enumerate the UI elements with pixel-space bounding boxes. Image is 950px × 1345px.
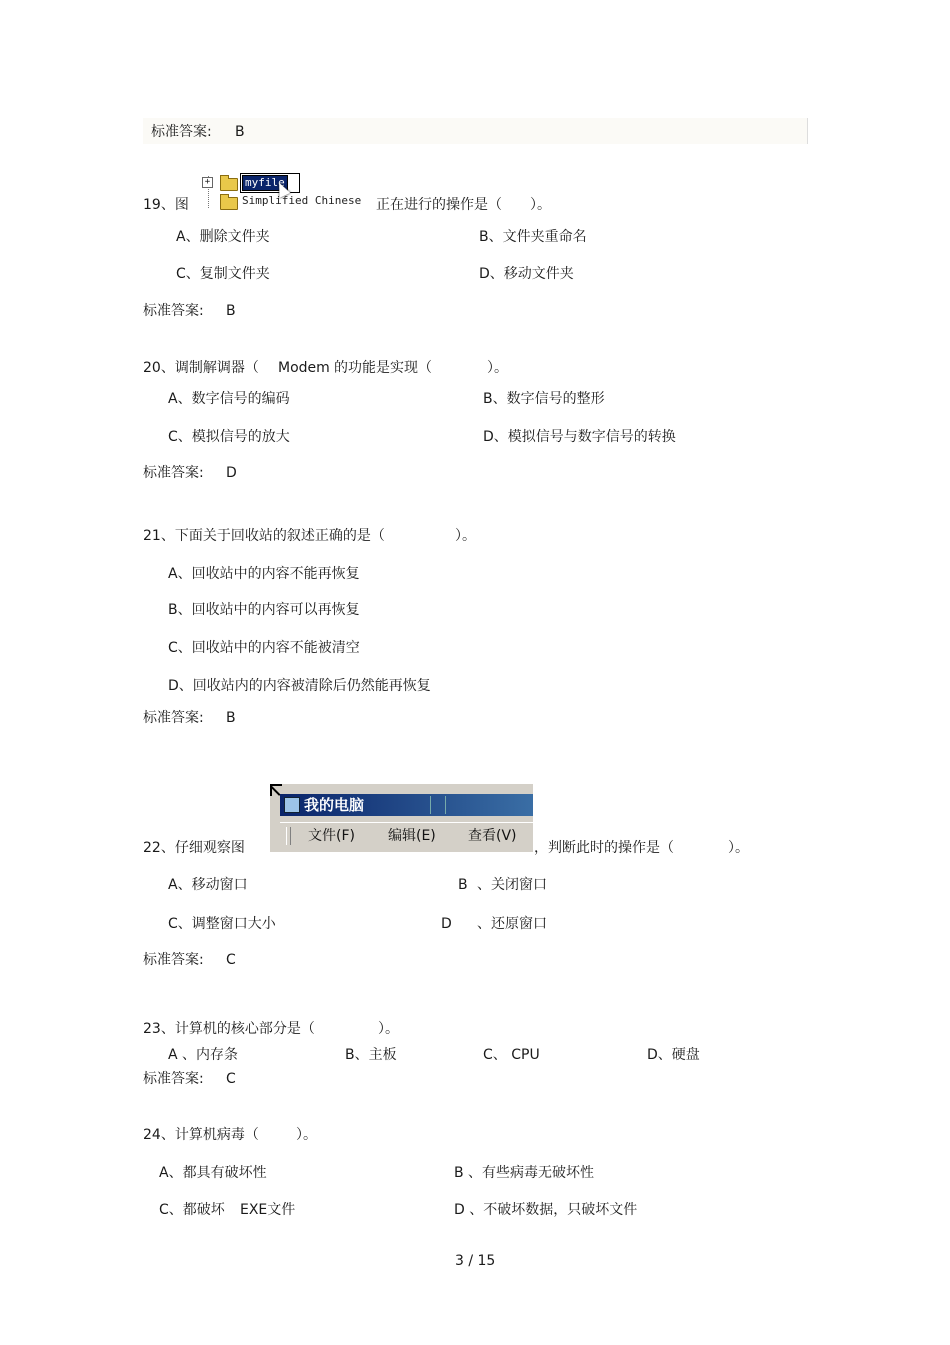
window-title: 我的电脑 bbox=[304, 796, 365, 814]
answer-label-q22: 标准答案: bbox=[143, 952, 204, 968]
answer-value-q20: D bbox=[226, 465, 237, 481]
question-20-stem-a: 20、调制解调器（ bbox=[143, 360, 259, 376]
question-19-suffix: 正在进行的操作是（ ）。 bbox=[376, 197, 551, 213]
q22-option-b-text: 、关闭窗口 bbox=[477, 877, 547, 893]
page-number: 3 / 15 bbox=[455, 1253, 496, 1269]
answer-value-q18: B bbox=[235, 124, 245, 140]
answer-label-q19: 标准答案: bbox=[143, 303, 204, 319]
q20-option-c: C、模拟信号的放大 bbox=[168, 429, 290, 445]
q23-option-a: A 、内存条 bbox=[168, 1047, 239, 1063]
answer-label-q18: 标准答案: bbox=[151, 124, 212, 140]
window-titlebar bbox=[280, 794, 533, 816]
question-24-stem-a: 24、计算机病毒（ bbox=[143, 1127, 259, 1143]
titlebar-divider bbox=[430, 796, 446, 814]
q22-option-d-letter: D bbox=[441, 916, 452, 932]
answer-label-q21: 标准答案: bbox=[143, 710, 204, 726]
q19-option-a: A、删除文件夹 bbox=[176, 229, 270, 245]
q22-option-d-text: 、还原窗口 bbox=[477, 916, 547, 932]
computer-icon bbox=[284, 797, 300, 813]
window-figure bbox=[270, 784, 533, 852]
question-22-prefix: 22、仔细观察图 bbox=[143, 840, 245, 856]
answer-label-q20: 标准答案: bbox=[143, 465, 204, 481]
menubar-grip bbox=[286, 827, 291, 845]
question-19-prefix: 19、图 bbox=[143, 197, 189, 213]
q21-option-c: C、回收站中的内容不能被清空 bbox=[168, 640, 360, 656]
q24-option-d: D 、不破坏数据，只破坏文件 bbox=[454, 1202, 638, 1218]
question-20-stem-b: Modem bbox=[278, 360, 330, 376]
q21-option-d: D、回收站内的内容被清除后仍然能再恢复 bbox=[168, 678, 431, 694]
q24-option-a: A、都具有破坏性 bbox=[159, 1165, 267, 1181]
q20-option-a: A、数字信号的编码 bbox=[168, 391, 290, 407]
question-22-suffix-a: ，判断此时的操作是（ bbox=[534, 840, 674, 856]
menu-edit: 编辑(E) bbox=[388, 828, 436, 844]
question-22-suffix-b: ）。 bbox=[728, 840, 749, 856]
q19-option-c: C、复制文件夹 bbox=[176, 266, 270, 282]
q23-option-d: D、硬盘 bbox=[647, 1047, 700, 1063]
question-20-stem-d: ）。 bbox=[487, 360, 508, 376]
q23-option-b: B、主板 bbox=[345, 1047, 397, 1063]
q22-option-a: A、移动窗口 bbox=[168, 877, 248, 893]
q24-option-b: B 、有些病毒无破坏性 bbox=[454, 1165, 595, 1181]
folder-name-selected: myfile bbox=[242, 175, 288, 191]
question-23-stem-a: 23、计算机的核心部分是（ bbox=[143, 1021, 315, 1037]
folder-name: Simplified Chinese bbox=[242, 194, 362, 207]
question-23-stem-b: ）。 bbox=[378, 1021, 399, 1037]
folder-icon bbox=[220, 178, 238, 191]
folder-icon bbox=[220, 197, 238, 210]
q21-option-b: B、回收站中的内容可以再恢复 bbox=[168, 602, 360, 618]
q21-option-a: A、回收站中的内容不能再恢复 bbox=[168, 566, 360, 582]
q19-option-d: D、移动文件夹 bbox=[479, 266, 574, 282]
menu-view: 查看(V) bbox=[468, 828, 517, 844]
answer-label-q23: 标准答案: bbox=[143, 1071, 204, 1087]
question-21-stem-b: ）。 bbox=[455, 528, 476, 544]
q20-option-b: B、数字信号的整形 bbox=[483, 391, 605, 407]
q20-option-d: D、模拟信号与数字信号的转换 bbox=[483, 429, 676, 445]
question-24-stem-b: ）。 bbox=[296, 1127, 317, 1143]
window-menubar bbox=[280, 822, 533, 849]
q19-option-b: B、文件夹重命名 bbox=[479, 229, 587, 245]
menu-file: 文件(F) bbox=[308, 828, 355, 844]
q23-option-c: C、 CPU bbox=[483, 1047, 540, 1063]
question-21-stem-a: 21、下面关于回收站的叙述正确的是（ bbox=[143, 528, 385, 544]
answer-value-q23: C bbox=[226, 1071, 236, 1087]
folder-tree-figure bbox=[200, 172, 372, 212]
expand-icon: + bbox=[202, 177, 213, 188]
answer-value-q19: B bbox=[226, 303, 236, 319]
q24-option-c-a: C、都破坏 bbox=[159, 1202, 225, 1218]
answer-value-q22: C bbox=[226, 952, 236, 968]
answer-value-q21: B bbox=[226, 710, 236, 726]
q24-option-c-b: EXE文件 bbox=[240, 1202, 296, 1218]
q22-option-b-letter: B bbox=[458, 877, 468, 893]
question-20-stem-c: 的功能是实现（ bbox=[334, 360, 432, 376]
q22-option-c: C、调整窗口大小 bbox=[168, 916, 276, 932]
